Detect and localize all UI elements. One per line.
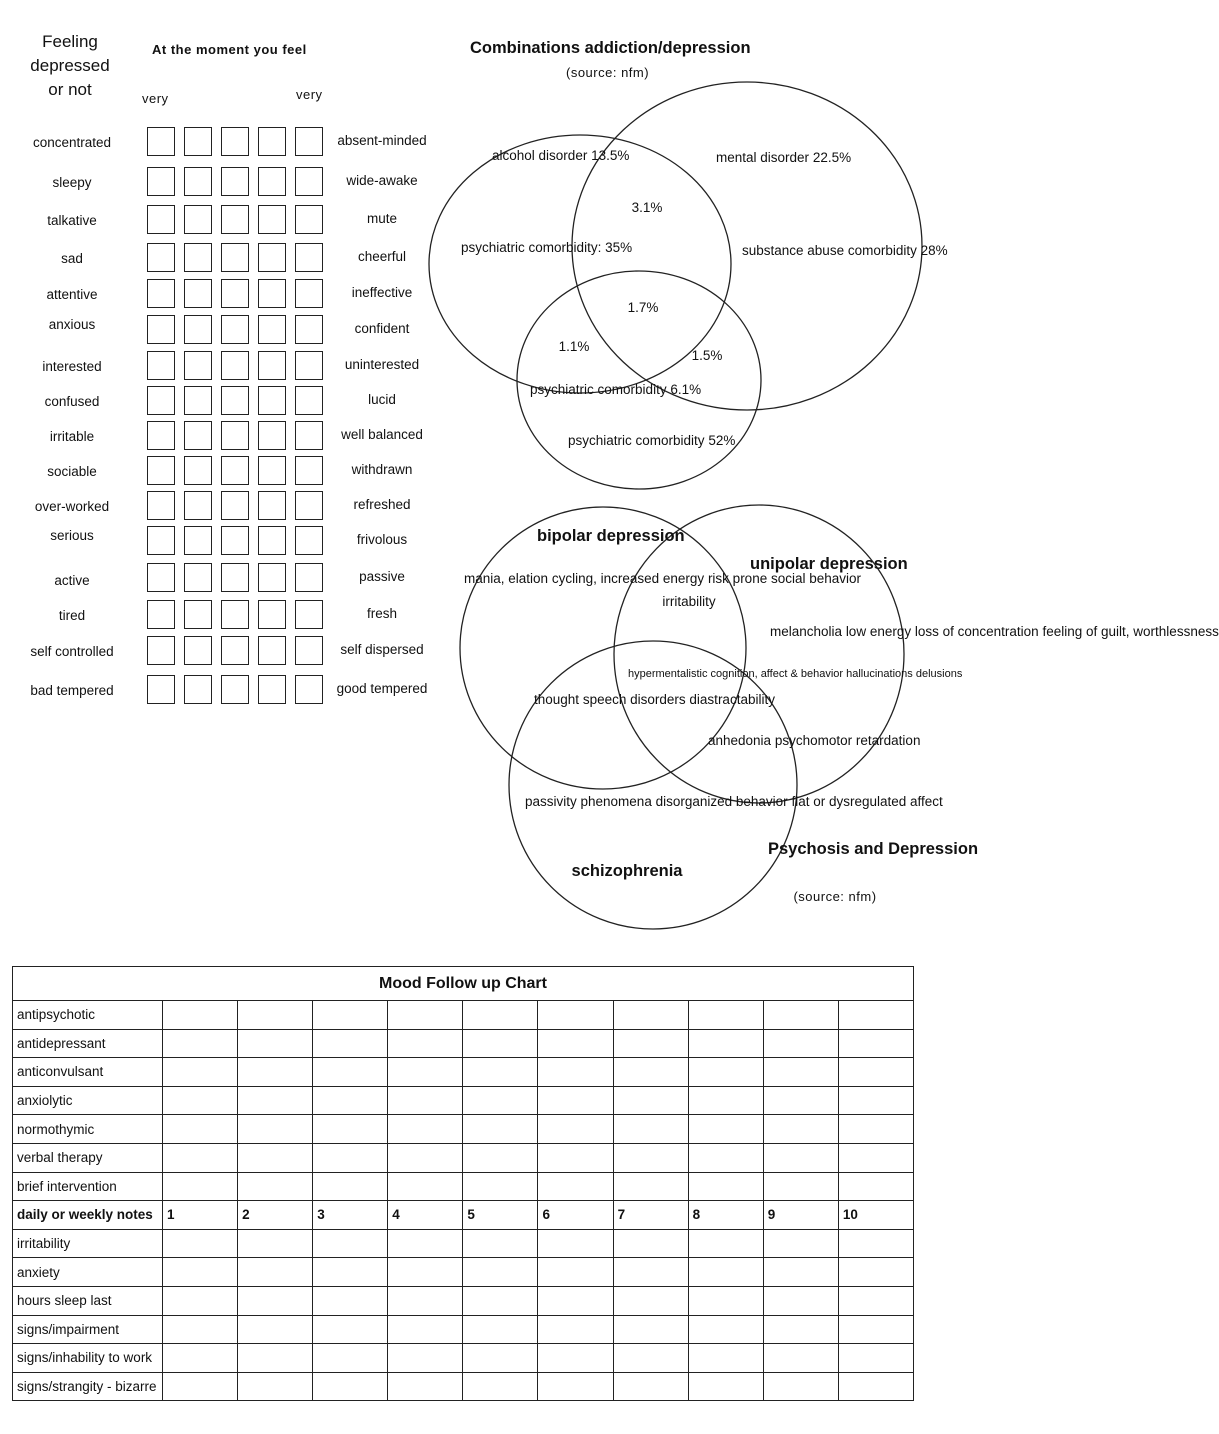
- entry-cell[interactable]: [838, 1372, 913, 1401]
- table-row: [13, 1286, 914, 1315]
- questionnaire-title-line: Feeling: [42, 32, 98, 51]
- label-line: psychiatric comorbidity: [568, 433, 705, 448]
- entry-cell[interactable]: [463, 1172, 538, 1201]
- entry-cell[interactable]: [388, 1372, 463, 1401]
- item-left-label: active: [54, 573, 90, 588]
- unipolar-circle: [614, 505, 904, 803]
- label-line: 28%: [920, 243, 948, 258]
- item-line: behavior: [800, 668, 844, 680]
- entry-cell[interactable]: [388, 1029, 463, 1058]
- item-left-label: sad: [61, 251, 83, 266]
- row-label: daily or weekly notes: [13, 1201, 163, 1230]
- item-line: disorders: [630, 692, 686, 707]
- entry-cell[interactable]: [538, 1143, 613, 1172]
- entry-cell[interactable]: [463, 1286, 538, 1315]
- entry-cell[interactable]: [463, 1344, 538, 1373]
- table-title: Mood Follow up Chart: [13, 967, 914, 1001]
- title-line: and Depression: [854, 840, 979, 858]
- item-left-label: irritable: [49, 429, 95, 444]
- item-line: hallucinations: [846, 668, 913, 680]
- table-row: [13, 1172, 914, 1201]
- label-center-top: 3.1%: [631, 200, 663, 215]
- entry-cell[interactable]: [538, 1029, 613, 1058]
- table-row: [13, 1372, 914, 1401]
- entry-cell[interactable]: [463, 1315, 538, 1344]
- bipolar-title: [537, 525, 685, 548]
- entry-cell[interactable]: [313, 1315, 388, 1344]
- entry-cell[interactable]: [163, 1029, 238, 1058]
- entry-cell[interactable]: [613, 1086, 688, 1115]
- entry-cell[interactable]: [238, 1229, 313, 1258]
- entry-cell[interactable]: [463, 1001, 538, 1030]
- questionnaire-heading: At the moment you feel: [152, 42, 307, 57]
- entry-cell[interactable]: [838, 1001, 913, 1030]
- item-right-label: good tempered: [336, 681, 428, 696]
- entry-cell[interactable]: [463, 1029, 538, 1058]
- table-row: [13, 1001, 914, 1030]
- questionnaire-title-line: or not: [48, 80, 92, 99]
- entry-cell[interactable]: [238, 1372, 313, 1401]
- table-row: [13, 1143, 914, 1172]
- entry-cell[interactable]: [613, 1315, 688, 1344]
- row-label: signs/impairment: [13, 1315, 163, 1344]
- item-right-label: frivolous: [356, 532, 408, 547]
- row-label: anxiety: [13, 1258, 163, 1287]
- label-line: psychiatric: [461, 240, 525, 255]
- table-row: [13, 1201, 914, 1230]
- mood-follow-up-table: [12, 966, 914, 1401]
- entry-cell[interactable]: [163, 1315, 238, 1344]
- label-line: comorbidity: [847, 243, 917, 258]
- label-line: alcohol: [492, 148, 535, 163]
- entry-cell[interactable]: [163, 1172, 238, 1201]
- entry-cell[interactable]: [838, 1344, 913, 1373]
- questionnaire-title-line: depressed: [30, 56, 110, 75]
- entry-cell[interactable]: [538, 1315, 613, 1344]
- column-number: 1: [163, 1201, 238, 1230]
- table-row: [13, 1029, 914, 1058]
- entry-cell[interactable]: [613, 1172, 688, 1201]
- column-number: 4: [388, 1201, 463, 1230]
- entry-cell[interactable]: [388, 1344, 463, 1373]
- entry-cell[interactable]: [538, 1058, 613, 1087]
- entry-cell[interactable]: [688, 1143, 763, 1172]
- entry-cell[interactable]: [688, 1286, 763, 1315]
- item-right-label: self dispersed: [340, 642, 424, 657]
- item-line: diastractability: [689, 692, 775, 707]
- label-line: 52%: [708, 433, 736, 448]
- entry-cell[interactable]: [763, 1086, 838, 1115]
- entry-cell[interactable]: [463, 1058, 538, 1087]
- item-left-label: interested: [42, 359, 102, 374]
- psychosis-footer-title: [768, 838, 979, 861]
- entry-cell[interactable]: [763, 1058, 838, 1087]
- entry-cell[interactable]: [388, 1258, 463, 1287]
- table-row: [13, 1344, 914, 1373]
- label-line: comorbidity 6.1%: [597, 382, 702, 397]
- entry-cell[interactable]: [688, 1315, 763, 1344]
- anhedonia-items: [708, 730, 921, 752]
- addiction-venn-source: (source: nfm): [566, 65, 650, 80]
- label-line: comorbidity:: [528, 240, 602, 255]
- item-line: worthlessness: [1133, 624, 1219, 639]
- entry-cell[interactable]: [313, 1086, 388, 1115]
- entry-cell[interactable]: [388, 1143, 463, 1172]
- table-row: [13, 1229, 914, 1258]
- entry-cell[interactable]: [163, 1115, 238, 1144]
- entry-cell[interactable]: [388, 1115, 463, 1144]
- column-number: 3: [313, 1201, 388, 1230]
- entry-cell[interactable]: [313, 1344, 388, 1373]
- thought-items: [534, 689, 775, 711]
- entry-cell[interactable]: [538, 1344, 613, 1373]
- entry-cell[interactable]: [313, 1029, 388, 1058]
- entry-cell[interactable]: [163, 1229, 238, 1258]
- entry-cell[interactable]: [838, 1143, 913, 1172]
- item-line: retardation: [855, 733, 921, 748]
- very-left-label: very: [142, 91, 169, 106]
- entry-cell[interactable]: [538, 1086, 613, 1115]
- entry-cell[interactable]: [763, 1229, 838, 1258]
- entry-cell[interactable]: [688, 1172, 763, 1201]
- title-line: depression: [596, 527, 685, 545]
- entry-cell[interactable]: [688, 1086, 763, 1115]
- item-right-label: ineffective: [351, 285, 413, 300]
- item-left-label: confused: [44, 394, 100, 409]
- entry-cell[interactable]: [388, 1315, 463, 1344]
- title-line: Psychosis: [768, 840, 850, 858]
- entry-cell[interactable]: [538, 1115, 613, 1144]
- row-label: hours sleep last: [13, 1286, 163, 1315]
- table-body: [13, 1001, 914, 1401]
- table-row: [13, 1058, 914, 1087]
- item-left-label: tired: [58, 608, 86, 623]
- item-line: risk prone social: [707, 571, 806, 586]
- item-line: delusions: [915, 668, 963, 680]
- entry-cell[interactable]: [763, 1115, 838, 1144]
- item-line: cognition, affect &: [710, 668, 798, 680]
- label-line: 13.5%: [591, 148, 630, 163]
- label-mental-disorder: [716, 147, 852, 169]
- column-number: 6: [538, 1201, 613, 1230]
- row-label: anticonvulsant: [13, 1058, 163, 1087]
- item-line: melancholia: [770, 624, 843, 639]
- entry-cell[interactable]: [313, 1286, 388, 1315]
- item-right-label: uninterested: [344, 357, 420, 372]
- row-label: antipsychotic: [13, 1001, 163, 1030]
- entry-cell[interactable]: [763, 1315, 838, 1344]
- entry-cell[interactable]: [688, 1229, 763, 1258]
- label-bottom-mid: [530, 379, 702, 401]
- item-left-label: self controlled: [30, 644, 114, 659]
- item-left-label: attentive: [46, 287, 98, 302]
- table-row: [13, 1315, 914, 1344]
- entry-cell[interactable]: [463, 1372, 538, 1401]
- item-line: psychomotor: [774, 733, 853, 748]
- column-number: 8: [688, 1201, 763, 1230]
- entry-cell[interactable]: [163, 1286, 238, 1315]
- item-right-label: withdrawn: [351, 462, 413, 477]
- row-label: signs/inhability to work: [13, 1344, 163, 1373]
- entry-cell[interactable]: [688, 1258, 763, 1287]
- entry-cell[interactable]: [313, 1001, 388, 1030]
- entry-cell[interactable]: [238, 1058, 313, 1087]
- entry-cell[interactable]: [313, 1143, 388, 1172]
- entry-cell[interactable]: [313, 1172, 388, 1201]
- entry-cell[interactable]: [238, 1086, 313, 1115]
- column-number: 9: [763, 1201, 838, 1230]
- title-line: bipolar: [537, 527, 593, 545]
- entry-cell[interactable]: [688, 1344, 763, 1373]
- entry-cell[interactable]: [163, 1001, 238, 1030]
- center-items: [628, 665, 963, 685]
- item-line: disorganized behavior: [655, 794, 788, 809]
- entry-cell[interactable]: [313, 1372, 388, 1401]
- row-label: irritability: [13, 1229, 163, 1258]
- item-line: speech: [582, 692, 627, 707]
- entry-cell[interactable]: [763, 1001, 838, 1030]
- entry-cell[interactable]: [163, 1143, 238, 1172]
- item-right-label: passive: [359, 569, 405, 584]
- entry-cell[interactable]: [763, 1258, 838, 1287]
- entry-cell[interactable]: [613, 1229, 688, 1258]
- entry-cell[interactable]: [838, 1115, 913, 1144]
- table-row: [13, 1258, 914, 1287]
- item-left-label: serious: [50, 528, 94, 543]
- entry-cell[interactable]: [838, 1086, 913, 1115]
- row-label: normothymic: [13, 1115, 163, 1144]
- row-label: antidepressant: [13, 1029, 163, 1058]
- entry-cell[interactable]: [838, 1286, 913, 1315]
- item-line: hypermentalistic: [628, 668, 708, 680]
- entry-cell[interactable]: [463, 1115, 538, 1144]
- entry-cell[interactable]: [238, 1344, 313, 1373]
- bipolar-circle: [460, 507, 746, 789]
- entry-cell[interactable]: [688, 1001, 763, 1030]
- entry-cell[interactable]: [763, 1172, 838, 1201]
- entry-cell[interactable]: [163, 1058, 238, 1087]
- schizophrenia-title: schizophrenia: [571, 862, 683, 880]
- entry-cell[interactable]: [838, 1229, 913, 1258]
- entry-cell[interactable]: [313, 1258, 388, 1287]
- entry-cell[interactable]: [238, 1029, 313, 1058]
- entry-cell[interactable]: [538, 1258, 613, 1287]
- item-right-label: well balanced: [341, 427, 423, 442]
- entry-cell[interactable]: [238, 1143, 313, 1172]
- entry-cell[interactable]: [463, 1258, 538, 1287]
- row-label: brief intervention: [13, 1172, 163, 1201]
- item-left-label: sociable: [47, 464, 97, 479]
- item-left-label: sleepy: [52, 175, 92, 190]
- entry-cell[interactable]: [463, 1229, 538, 1258]
- label-substance-abuse: [742, 240, 948, 262]
- label-line: 22.5%: [812, 150, 852, 165]
- item-line: mania, elation: [464, 571, 549, 586]
- addiction-venn-title: Combinations addiction/depression: [470, 39, 751, 57]
- entry-cell[interactable]: [838, 1029, 913, 1058]
- bipolar-items: [464, 568, 862, 590]
- label-line: disorder: [538, 148, 588, 163]
- item-line: feeling of guilt,: [1042, 624, 1130, 639]
- item-right-label: mute: [366, 211, 397, 226]
- item-left-label: concentrated: [32, 135, 112, 150]
- entry-cell[interactable]: [538, 1001, 613, 1030]
- item-right-label: refreshed: [353, 497, 411, 512]
- entry-cell[interactable]: [238, 1315, 313, 1344]
- entry-cell[interactable]: [613, 1058, 688, 1087]
- label-irritability: irritability: [662, 594, 716, 609]
- entry-cell[interactable]: [838, 1058, 913, 1087]
- item-right-label: wide-awake: [346, 173, 418, 188]
- entry-cell[interactable]: [613, 1143, 688, 1172]
- item-right-label: confident: [354, 321, 410, 336]
- item-left-label: talkative: [47, 213, 97, 228]
- entry-cell[interactable]: [613, 1258, 688, 1287]
- label-center: 1.7%: [627, 300, 659, 315]
- item-line: behavior: [809, 571, 862, 586]
- table-row: [13, 1086, 914, 1115]
- entry-cell[interactable]: [613, 1029, 688, 1058]
- entry-cell[interactable]: [238, 1258, 313, 1287]
- item-line: thought: [534, 692, 580, 707]
- entry-cell[interactable]: [463, 1086, 538, 1115]
- item-line: flat or dysregulated affect: [791, 794, 943, 809]
- entry-cell[interactable]: [838, 1258, 913, 1287]
- label-line: substance abuse: [742, 243, 845, 258]
- entry-cell[interactable]: [313, 1115, 388, 1144]
- entry-cell[interactable]: [238, 1115, 313, 1144]
- entry-cell[interactable]: [238, 1001, 313, 1030]
- column-number: 5: [463, 1201, 538, 1230]
- item-line: loss of concentration: [914, 624, 1039, 639]
- item-line: cycling, increased energy: [551, 571, 705, 586]
- title-line: unipolar: [750, 555, 816, 573]
- psychosis-footer-source: (source: nfm): [793, 889, 877, 904]
- entry-cell[interactable]: [163, 1344, 238, 1373]
- entry-cell[interactable]: [163, 1258, 238, 1287]
- entry-cell[interactable]: [613, 1115, 688, 1144]
- item-right-label: lucid: [368, 392, 396, 407]
- unipolar-title: [750, 553, 908, 576]
- entry-cell[interactable]: [463, 1143, 538, 1172]
- entry-cell[interactable]: [388, 1058, 463, 1087]
- entry-cell[interactable]: [388, 1086, 463, 1115]
- item-right-label: cheerful: [357, 249, 407, 264]
- entry-cell[interactable]: [313, 1058, 388, 1087]
- entry-cell[interactable]: [613, 1001, 688, 1030]
- row-label: signs/strangity - bizarre: [13, 1372, 163, 1401]
- entry-cell[interactable]: [538, 1286, 613, 1315]
- item-line: passivity phenomena: [525, 794, 652, 809]
- entry-cell[interactable]: [388, 1286, 463, 1315]
- column-number: 7: [613, 1201, 688, 1230]
- item-left-label: bad tempered: [30, 683, 114, 698]
- label-left-low: 1.1%: [558, 339, 590, 354]
- entry-cell[interactable]: [763, 1286, 838, 1315]
- entry-cell[interactable]: [763, 1372, 838, 1401]
- label-line: mental disorder: [716, 150, 810, 165]
- entry-cell[interactable]: [688, 1058, 763, 1087]
- item-line: anhedonia: [708, 733, 772, 748]
- label-alcohol: [492, 145, 630, 167]
- column-number: 10: [838, 1201, 913, 1230]
- row-label: anxiolytic: [13, 1086, 163, 1115]
- entry-cell[interactable]: [238, 1286, 313, 1315]
- entry-cell[interactable]: [763, 1143, 838, 1172]
- item-left-label: anxious: [48, 317, 96, 332]
- table-row: [13, 1115, 914, 1144]
- item-right-label: absent-minded: [337, 133, 427, 148]
- title-line: depression: [819, 555, 908, 573]
- item-line: low energy: [845, 624, 912, 639]
- entry-cell[interactable]: [388, 1001, 463, 1030]
- entry-cell[interactable]: [763, 1344, 838, 1373]
- label-psychiatric-left: [461, 237, 633, 259]
- entry-cell[interactable]: [238, 1172, 313, 1201]
- entry-cell[interactable]: [838, 1172, 913, 1201]
- row-label: verbal therapy: [13, 1143, 163, 1172]
- entry-cell[interactable]: [313, 1229, 388, 1258]
- item-left-label: over-worked: [34, 499, 110, 514]
- column-number: 2: [238, 1201, 313, 1230]
- label-line: 35%: [605, 240, 633, 255]
- entry-cell[interactable]: [613, 1286, 688, 1315]
- label-right-low: 1.5%: [691, 348, 723, 363]
- unipolar-items: [770, 621, 1219, 643]
- entry-cell[interactable]: [163, 1086, 238, 1115]
- table-title-row: [13, 967, 914, 1001]
- entry-cell[interactable]: [538, 1229, 613, 1258]
- very-right-label: very: [296, 87, 323, 102]
- entry-cell[interactable]: [538, 1172, 613, 1201]
- entry-cell[interactable]: [388, 1172, 463, 1201]
- item-right-label: fresh: [366, 606, 397, 621]
- label-bottom: [568, 430, 736, 452]
- label-line: psychiatric: [530, 382, 594, 397]
- entry-cell[interactable]: [838, 1315, 913, 1344]
- entry-cell[interactable]: [763, 1029, 838, 1058]
- entry-cell[interactable]: [688, 1372, 763, 1401]
- schizophrenia-items: [525, 791, 943, 813]
- entry-cell[interactable]: [388, 1229, 463, 1258]
- entry-cell[interactable]: [613, 1344, 688, 1373]
- entry-cell[interactable]: [688, 1115, 763, 1144]
- entry-cell[interactable]: [163, 1372, 238, 1401]
- entry-cell[interactable]: [538, 1372, 613, 1401]
- entry-cell[interactable]: [613, 1372, 688, 1401]
- entry-cell[interactable]: [688, 1029, 763, 1058]
